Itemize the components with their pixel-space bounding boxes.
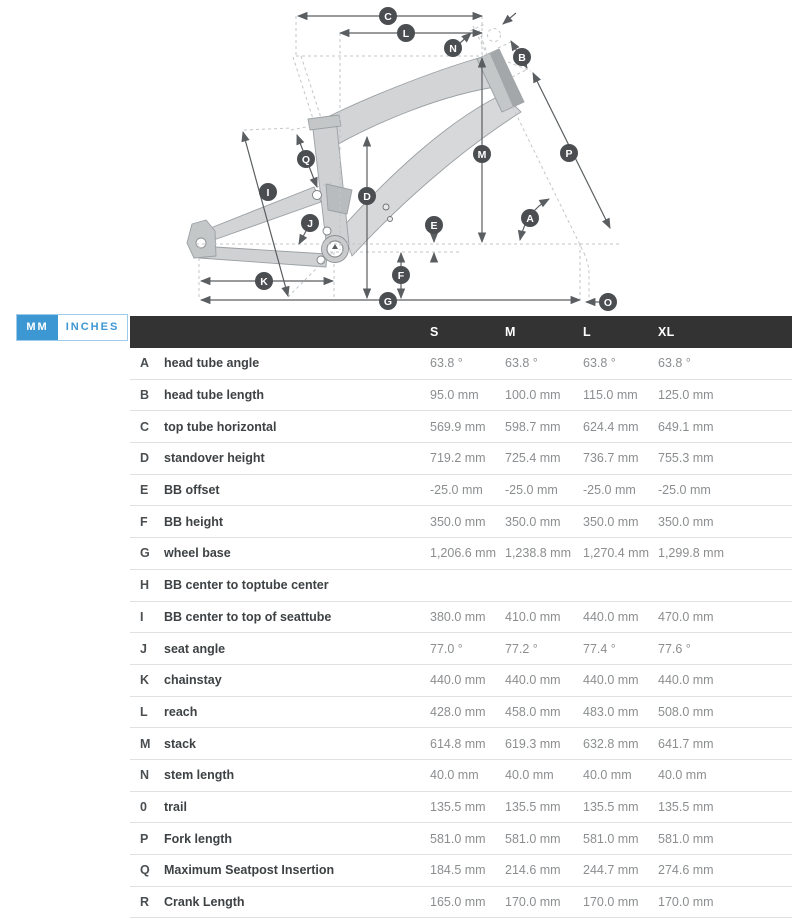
row-value: 184.5 mm bbox=[430, 863, 486, 878]
row-value: 63.8 ° bbox=[430, 356, 463, 371]
row-letter: Q bbox=[140, 863, 150, 878]
row-name: Maximum Seatpost Insertion bbox=[164, 863, 335, 878]
row-value: 1,238.8 mm bbox=[505, 546, 572, 561]
rear-axle bbox=[196, 238, 206, 248]
row-letter: M bbox=[140, 736, 151, 751]
row-letter: B bbox=[140, 388, 150, 403]
row-name: seat angle bbox=[164, 641, 226, 656]
column-header-s: S bbox=[430, 325, 439, 339]
row-value: 77.2 ° bbox=[505, 641, 538, 656]
svg-text:O: O bbox=[603, 296, 613, 309]
dimension-badge-g bbox=[379, 292, 397, 310]
svg-text:J: J bbox=[307, 217, 313, 230]
units-toggle bbox=[16, 314, 128, 341]
row-value: 458.0 mm bbox=[505, 704, 561, 719]
row-value: 470.0 mm bbox=[658, 609, 714, 624]
row-value: 170.0 mm bbox=[583, 895, 639, 910]
row-value: 581.0 mm bbox=[583, 831, 639, 846]
row-value: -25.0 mm bbox=[505, 483, 558, 498]
row-name: BB center to toptube center bbox=[164, 578, 329, 593]
dimension-badge-k bbox=[255, 272, 273, 290]
row-value: 1,270.4 mm bbox=[583, 546, 650, 561]
table-row bbox=[130, 506, 792, 538]
svg-text:C: C bbox=[384, 10, 392, 23]
row-value: -25.0 mm bbox=[583, 483, 636, 498]
dimension-badge-a bbox=[521, 209, 539, 227]
row-value: 214.6 mm bbox=[505, 863, 561, 878]
bolt bbox=[388, 217, 393, 222]
row-name: Fork length bbox=[164, 831, 233, 846]
row-value: 77.4 ° bbox=[583, 641, 616, 656]
row-name: stem length bbox=[164, 768, 235, 783]
row-value: 77.6 ° bbox=[658, 641, 691, 656]
row-value: 135.5 mm bbox=[658, 799, 714, 814]
row-value: 624.4 mm bbox=[583, 419, 639, 434]
row-value: 115.0 mm bbox=[583, 388, 638, 403]
row-letter: R bbox=[140, 895, 150, 910]
row-value: 1,206.6 mm bbox=[430, 546, 497, 561]
row-value: 569.9 mm bbox=[430, 419, 486, 434]
row-letter: A bbox=[140, 356, 150, 371]
row-value: 736.7 mm bbox=[583, 451, 639, 466]
bolt bbox=[383, 204, 389, 210]
table-row bbox=[130, 538, 792, 570]
row-value: 410.0 mm bbox=[505, 609, 561, 624]
row-value: 40.0 mm bbox=[430, 768, 479, 783]
dimension-badge-d bbox=[358, 187, 376, 205]
row-value: 719.2 mm bbox=[430, 451, 486, 466]
inches-toggle-button[interactable]: INCHES bbox=[58, 315, 127, 340]
table-row bbox=[130, 411, 792, 443]
row-letter: D bbox=[140, 451, 150, 466]
row-letter: N bbox=[140, 768, 150, 783]
table-body bbox=[130, 348, 792, 918]
table-row bbox=[130, 792, 792, 824]
row-letter: P bbox=[140, 831, 149, 846]
table-row bbox=[130, 760, 792, 792]
dimension-badge-m bbox=[473, 145, 491, 163]
row-value: 649.1 mm bbox=[658, 419, 714, 434]
dimension-badge-e bbox=[425, 216, 443, 234]
row-value: 40.0 mm bbox=[658, 768, 707, 783]
table-row bbox=[130, 475, 792, 507]
row-name: chainstay bbox=[164, 673, 222, 688]
dimension-badge-b bbox=[513, 48, 531, 66]
row-letter: C bbox=[140, 419, 150, 434]
row-letter: H bbox=[140, 578, 150, 593]
row-value: 350.0 mm bbox=[505, 514, 561, 529]
geometry-table bbox=[130, 316, 792, 918]
row-value: 350.0 mm bbox=[658, 514, 714, 529]
row-name: stack bbox=[164, 736, 196, 751]
row-value: 725.4 mm bbox=[505, 451, 561, 466]
row-name: Crank Length bbox=[164, 895, 245, 910]
row-name: reach bbox=[164, 704, 198, 719]
row-value: 170.0 mm bbox=[658, 895, 714, 910]
row-value: 1,299.8 mm bbox=[658, 546, 725, 561]
row-value: 440.0 mm bbox=[430, 673, 486, 688]
row-letter: 0 bbox=[140, 799, 147, 814]
rocker-link bbox=[326, 184, 352, 214]
row-value: 135.5 mm bbox=[430, 799, 486, 814]
table-row bbox=[130, 855, 792, 887]
row-value: 641.7 mm bbox=[658, 736, 714, 751]
row-value: 244.7 mm bbox=[583, 863, 639, 878]
row-value: 508.0 mm bbox=[658, 704, 714, 719]
svg-text:Q: Q bbox=[301, 153, 311, 166]
row-name: wheel base bbox=[164, 546, 231, 561]
row-value: 380.0 mm bbox=[430, 609, 486, 624]
table-row bbox=[130, 380, 792, 412]
row-value: 440.0 mm bbox=[658, 673, 714, 688]
table-row bbox=[130, 697, 792, 729]
row-value: 428.0 mm bbox=[430, 704, 486, 719]
table-row bbox=[130, 602, 792, 634]
table-row bbox=[130, 348, 792, 380]
row-letter: L bbox=[140, 704, 148, 719]
row-value: 165.0 mm bbox=[430, 895, 486, 910]
row-letter: E bbox=[140, 483, 149, 498]
svg-text:N: N bbox=[449, 42, 457, 55]
row-value: 274.6 mm bbox=[658, 863, 714, 878]
row-letter: F bbox=[140, 514, 148, 529]
row-value: 598.7 mm bbox=[505, 419, 561, 434]
frame-illustration bbox=[187, 49, 524, 267]
row-value: 170.0 mm bbox=[505, 895, 561, 910]
svg-text:I: I bbox=[266, 186, 270, 199]
row-value: 755.3 mm bbox=[658, 451, 714, 466]
dimension-badge-c bbox=[379, 7, 397, 25]
row-letter: G bbox=[140, 546, 150, 561]
row-value: 440.0 mm bbox=[583, 673, 639, 688]
row-value: 614.8 mm bbox=[430, 736, 486, 751]
svg-text:F: F bbox=[397, 269, 405, 282]
dimension-badge-p bbox=[560, 144, 578, 162]
row-value: 632.8 mm bbox=[583, 736, 639, 751]
row-value: 135.5 mm bbox=[583, 799, 639, 814]
row-value: 125.0 mm bbox=[658, 388, 714, 403]
row-letter: I bbox=[140, 609, 144, 624]
row-value: 581.0 mm bbox=[505, 831, 561, 846]
table-header-row bbox=[130, 316, 792, 348]
row-value: 40.0 mm bbox=[505, 768, 554, 783]
row-name: BB height bbox=[164, 514, 224, 529]
table-row bbox=[130, 728, 792, 760]
mm-toggle-button[interactable]: MM bbox=[17, 315, 58, 340]
column-header-l: L bbox=[583, 325, 591, 339]
column-header-xl: XL bbox=[658, 325, 675, 339]
row-value: -25.0 mm bbox=[430, 483, 483, 498]
table-row bbox=[130, 633, 792, 665]
row-value: 350.0 mm bbox=[583, 514, 639, 529]
row-letter: J bbox=[140, 641, 147, 656]
dimension-badge-f bbox=[392, 266, 410, 284]
row-value: 440.0 mm bbox=[505, 673, 561, 688]
row-name: head tube angle bbox=[164, 356, 260, 371]
svg-text:G: G bbox=[383, 295, 393, 308]
table-row bbox=[130, 823, 792, 855]
row-name: BB center to top of seattube bbox=[164, 609, 332, 624]
row-value: 77.0 ° bbox=[430, 641, 463, 656]
chain-stay bbox=[199, 246, 327, 267]
row-value: 40.0 mm bbox=[583, 768, 632, 783]
row-value: 619.3 mm bbox=[505, 736, 561, 751]
svg-text:K: K bbox=[260, 275, 268, 288]
row-letter: K bbox=[140, 673, 150, 688]
dimension-badge-o bbox=[599, 293, 617, 311]
row-value: 440.0 mm bbox=[583, 609, 639, 624]
svg-text:M: M bbox=[477, 148, 487, 161]
row-value: 95.0 mm bbox=[430, 388, 479, 403]
row-name: top tube horizontal bbox=[164, 419, 277, 434]
svg-text:A: A bbox=[526, 212, 534, 225]
bike-geometry-diagram bbox=[0, 0, 800, 312]
table-row bbox=[130, 570, 792, 602]
row-value: 581.0 mm bbox=[430, 831, 486, 846]
row-value: 63.8 ° bbox=[658, 356, 691, 371]
svg-text:E: E bbox=[430, 219, 438, 232]
row-name: BB offset bbox=[164, 483, 220, 498]
dimension-badge-i bbox=[259, 183, 277, 201]
dimension-badge-q bbox=[297, 150, 315, 168]
svg-text:L: L bbox=[402, 27, 410, 40]
column-header-m: M bbox=[505, 325, 516, 339]
row-value: 581.0 mm bbox=[658, 831, 714, 846]
row-value: 100.0 mm bbox=[505, 388, 561, 403]
pivot bbox=[313, 191, 322, 200]
table-row bbox=[130, 887, 792, 919]
table-row bbox=[130, 665, 792, 697]
row-value: 135.5 mm bbox=[505, 799, 561, 814]
row-name: head tube length bbox=[164, 388, 264, 403]
svg-text:D: D bbox=[363, 190, 371, 203]
row-name: standover height bbox=[164, 451, 265, 466]
row-value: 350.0 mm bbox=[430, 514, 486, 529]
dimension-badge-l bbox=[397, 24, 415, 42]
row-value: -25.0 mm bbox=[658, 483, 711, 498]
pivot bbox=[323, 227, 331, 235]
table-row bbox=[130, 443, 792, 475]
row-value: 63.8 ° bbox=[505, 356, 538, 371]
row-name: trail bbox=[164, 799, 187, 814]
svg-text:P: P bbox=[565, 147, 573, 160]
row-value: 483.0 mm bbox=[583, 704, 639, 719]
svg-text:B: B bbox=[518, 51, 526, 64]
dimension-badge-j bbox=[301, 214, 319, 232]
dimension-badge-n bbox=[444, 39, 462, 57]
stem-ghost bbox=[488, 29, 501, 42]
row-value: 63.8 ° bbox=[583, 356, 616, 371]
